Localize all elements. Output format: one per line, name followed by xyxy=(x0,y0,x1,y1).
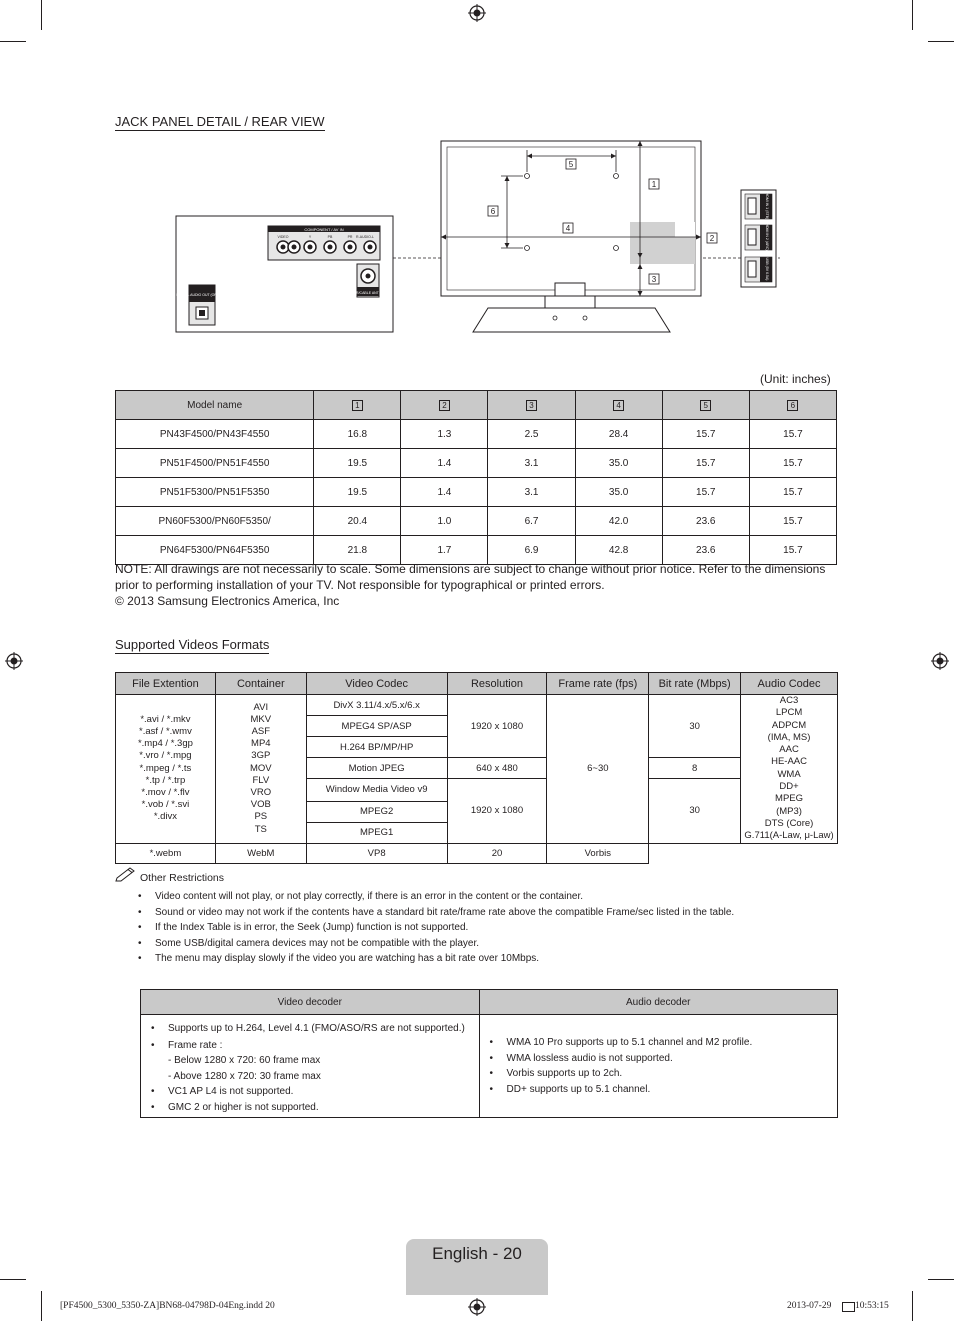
table-header-row xyxy=(116,391,837,420)
codec-cell: H.264 BP/MP/HP xyxy=(306,737,447,758)
table-cell: 20.4 xyxy=(314,507,401,536)
dimensions-table xyxy=(115,390,837,565)
table-cell: PN51F5300/PN51F5350 xyxy=(116,478,314,507)
extension-item: *.mov / *.flv xyxy=(141,787,190,799)
audio-codec-item: HE-AAC xyxy=(771,756,807,768)
codec-cell: VP8 xyxy=(306,843,447,863)
list-item: • VC1 AP L4 is not supported. xyxy=(147,1084,478,1100)
resolution-cell: 640 x 480 xyxy=(447,758,547,779)
video-formats-title: Supported Videos Formats xyxy=(115,637,270,652)
header-cell: Resolution xyxy=(447,673,547,695)
extension-cell: *.webm xyxy=(116,843,216,863)
table-cell: 42.8 xyxy=(575,536,662,565)
audio-codec-item: G.711(A-Law, μ-Law) xyxy=(744,830,834,842)
table-cell: 19.5 xyxy=(314,449,401,478)
header-marker: 2 xyxy=(439,400,450,411)
container-item: ASF xyxy=(251,726,271,738)
audio-codec-item: LPCM xyxy=(775,707,803,719)
table-cell: 6.7 xyxy=(488,507,575,536)
list-item: • Video content will not play, or not play correctly, if there is an error in the content or the container. xyxy=(134,889,854,905)
audio-codec-item: DD+ xyxy=(779,781,799,793)
crop-mark xyxy=(41,0,42,30)
extension-item: *.divx xyxy=(153,811,178,823)
crop-mark xyxy=(928,41,954,42)
header-cell: File Extention xyxy=(116,673,216,695)
table-cell: 23.6 xyxy=(662,536,749,565)
note-pencil-icon xyxy=(115,866,137,882)
footer-time: 10:53:15 xyxy=(855,1301,889,1311)
resolution-cell: 1920 x 1080 xyxy=(447,695,547,758)
container-item: MKV xyxy=(250,713,272,725)
audio-codecs-cell xyxy=(741,695,838,844)
bit-rate-cell: 8 xyxy=(649,758,741,779)
bit-rate-cell: 20 xyxy=(447,843,547,863)
extension-item: *.avi / *.mkv xyxy=(140,713,191,725)
audio-codec-cell: Vorbis xyxy=(547,843,649,863)
table-cell: PN43F4500/PN43F4550 xyxy=(116,420,314,449)
header-marker: 5 xyxy=(700,400,711,411)
container-item: AVI xyxy=(253,701,269,713)
header-marker: 6 xyxy=(787,400,798,411)
frame-rate-cell: 6~30 xyxy=(547,695,649,844)
frame-rate-label: • Frame rate : xyxy=(168,1039,223,1051)
extension-item: *.vob / *.svi xyxy=(141,799,190,811)
port-label: R-AUDIO-L xyxy=(356,235,374,239)
table-cell: 35.0 xyxy=(575,478,662,507)
crop-mark xyxy=(0,1279,26,1280)
table-header-row xyxy=(116,673,838,695)
video-decoder-list xyxy=(142,1021,478,1115)
table-cell: 19.5 xyxy=(314,478,401,507)
decoder-table xyxy=(140,989,838,1118)
list-item: • Supports up to H.264, Level 4.1 (FMO/ASO/RS are not supported.) xyxy=(147,1021,478,1037)
registration-mark-icon xyxy=(5,652,23,670)
ant-in-label: AIR/CABLE ANT IN xyxy=(352,291,384,295)
table-cell: 1.4 xyxy=(401,478,488,507)
container-item: 3GP xyxy=(251,750,271,762)
container-item: VOB xyxy=(250,799,271,811)
table-cell: 2.5 xyxy=(488,420,575,449)
table-cell: 1.7 xyxy=(401,536,488,565)
table-cell: 15.7 xyxy=(749,507,836,536)
registration-mark-icon xyxy=(931,652,949,670)
table-row xyxy=(116,420,837,449)
dim-marker-2: 2 xyxy=(709,234,715,243)
codec-cell: Window Media Video v9 xyxy=(306,779,447,802)
extension-item: *.asf / *.wmv xyxy=(139,726,192,738)
crop-mark xyxy=(41,1291,42,1321)
restrictions-title: Other Restrictions xyxy=(140,872,225,884)
resolution-cell: 1920 x 1080 xyxy=(447,779,547,844)
extensions-cell xyxy=(116,695,216,844)
list-item: • If the Index Table is in error, the Seek (Jump) function is not supported. xyxy=(134,920,854,936)
codec-cell: MPEG4 SP/ASP xyxy=(306,716,447,737)
codec-cell: MPEG1 xyxy=(306,822,447,843)
audio-codec-item: (MP3) xyxy=(776,805,802,817)
table-row xyxy=(116,449,837,478)
extension-item: *.mp4 / *.3gp xyxy=(137,738,193,750)
list-item: • Vorbis supports up to 2ch. xyxy=(486,1066,836,1082)
jack-panel-title: JACK PANEL DETAIL / REAR VIEW xyxy=(115,114,325,129)
list-item: • DD+ supports up to 5.1 channel. xyxy=(486,1082,836,1098)
page-label: English - 20 xyxy=(432,1244,522,1263)
table-cell: 6.9 xyxy=(488,536,575,565)
table-cell: 15.7 xyxy=(662,420,749,449)
frame-rate-detail: - Below 1280 x 720: 60 frame max xyxy=(168,1055,321,1066)
table-cell: 15.7 xyxy=(749,420,836,449)
unit-label: (Unit: inches) xyxy=(760,372,831,386)
container-item: TS xyxy=(254,823,267,835)
dim-marker-5: 5 xyxy=(568,160,574,169)
jack-panel-diagram xyxy=(170,138,790,338)
table-cell: 1.3 xyxy=(401,420,488,449)
list-item: • Some USB/digital camera devices may not be compatible with the player. xyxy=(134,936,854,952)
table-cell: 3.1 xyxy=(488,449,575,478)
audio-codec-item: MPEG xyxy=(775,793,804,805)
table-row xyxy=(116,843,838,863)
table-cell: 3.1 xyxy=(488,478,575,507)
header-cell: Frame rate (fps) xyxy=(547,673,649,695)
registration-mark-icon xyxy=(468,1298,486,1316)
table-cell: PN51F4500/PN51F4550 xyxy=(116,449,314,478)
table-row xyxy=(116,478,837,507)
container-item: MP4 xyxy=(251,738,271,750)
footer-file: [PF4500_5300_5350-ZA]BN68-04798D-04Eng.indd 20 xyxy=(60,1301,275,1311)
table-header-row xyxy=(141,990,838,1015)
table-cell: 16.8 xyxy=(314,420,401,449)
audio-decoder-cell xyxy=(479,1015,837,1118)
containers-cell xyxy=(215,695,306,844)
header-cell: Video Codec xyxy=(306,673,447,695)
header-marker: 1 xyxy=(352,400,363,411)
restrictions-list xyxy=(134,889,854,967)
table-cell: 1.0 xyxy=(401,507,488,536)
video-formats-table xyxy=(115,672,838,864)
table-cell: 21.8 xyxy=(314,536,401,565)
list-item: • The menu may display slowly if the video you are watching has a bit rate over 10Mbps. xyxy=(134,951,854,967)
table-cell: 15.7 xyxy=(749,449,836,478)
dim-marker-3: 3 xyxy=(651,275,657,284)
table-cell: 1.4 xyxy=(401,449,488,478)
audio-codec-item: WMA xyxy=(777,768,801,780)
list-item: • WMA lossless audio is not supported. xyxy=(486,1051,836,1067)
side-port-label: USB (5V 0.5A) xyxy=(765,257,769,281)
table-cell: 28.4 xyxy=(575,420,662,449)
crop-mark xyxy=(928,1279,954,1280)
codec-cell: Motion JPEG xyxy=(306,758,447,779)
list-item: • GMC 2 or higher is not supported. xyxy=(147,1100,478,1116)
table-cell: PN64F5300/PN64F5350 xyxy=(116,536,314,565)
audio-codec-item: AC3 xyxy=(779,695,799,706)
crop-mark xyxy=(0,41,26,42)
footer-date: 2013-07-29 xyxy=(787,1301,832,1311)
container-cell: WebM xyxy=(215,843,306,863)
crop-mark xyxy=(912,1291,913,1321)
extension-item: *.tp / *.trp xyxy=(145,774,186,786)
header-cell: Bit rate (Mbps) xyxy=(649,673,741,695)
digital-audio-label: DIGITAL AUDIO OUT (OPTICAL) xyxy=(176,293,228,297)
table-cell: PN60F5300/PN60F5350/ xyxy=(116,507,314,536)
port-label: Y xyxy=(308,235,312,239)
component-label: COMPONENT / AV IN xyxy=(304,227,344,232)
side-port-label: HDMI IN 1 (STB) xyxy=(765,192,769,220)
codec-cell: DivX 3.11/4.x/5.x/6.x xyxy=(306,695,447,716)
table-row xyxy=(141,1015,838,1118)
container-item: VRO xyxy=(250,787,272,799)
crop-mark xyxy=(912,0,913,30)
table-cell: 15.7 xyxy=(749,478,836,507)
header-cell: Audio Codec xyxy=(741,673,838,695)
port-label: PB xyxy=(327,235,333,239)
dim-marker-1: 1 xyxy=(651,180,657,189)
codec-cell: MPEG2 xyxy=(306,801,447,822)
header-marker: 4 xyxy=(613,400,624,411)
table-cell: 15.7 xyxy=(749,536,836,565)
table-cell: 42.0 xyxy=(575,507,662,536)
port-label: PR xyxy=(347,235,353,239)
table-cell: 35.0 xyxy=(575,449,662,478)
registration-mark-icon xyxy=(468,4,486,22)
copyright-text: © 2013 Samsung Electronics America, Inc xyxy=(115,594,340,608)
video-decoder-cell xyxy=(141,1015,480,1118)
audio-codec-item: DTS (Core) xyxy=(764,817,814,829)
container-item: PS xyxy=(254,811,268,823)
header-cell: Container xyxy=(215,673,306,695)
table-cell: 23.6 xyxy=(662,507,749,536)
container-item: MOV xyxy=(249,762,272,774)
dim-marker-4: 4 xyxy=(565,224,571,233)
footer-glyph-icon xyxy=(842,1302,855,1312)
header-cell: Model name xyxy=(116,391,314,420)
audio-decoder-list xyxy=(481,1035,836,1097)
container-item: FLV xyxy=(252,774,270,786)
header-marker: 3 xyxy=(526,400,537,411)
list-item: • Sound or video may not work if the contents have a standard bit rate/frame rate above the compatible Frame/sec listed in the table. xyxy=(134,905,854,921)
table-cell: 15.7 xyxy=(662,478,749,507)
side-port-label: HDMI IN 2 (ARC) xyxy=(765,223,769,251)
dimensions-note: NOTE: All drawings are not necessarily to scale. Some dimensions are subject to change without prior notice. Refer to the dimensions prior to performing installation of your TV. Not responsible for typographical or printed errors. xyxy=(115,562,826,592)
audio-codec-item: AAC xyxy=(779,744,799,756)
audio-codec-item: ADPCM xyxy=(771,719,807,731)
extension-item: *.vro / *.mpg xyxy=(139,750,192,762)
audio-codec-item: (IMA, MS) xyxy=(767,731,811,743)
header-cell: Video decoder xyxy=(141,990,480,1015)
list-item xyxy=(147,1037,478,1085)
bit-rate-cell: 30 xyxy=(649,779,741,844)
port-label: VIDEO xyxy=(277,235,289,239)
list-item: • WMA 10 Pro supports up to 5.1 channel and M2 profile. xyxy=(486,1035,836,1051)
extension-item: *.mpeg / *.ts xyxy=(139,762,192,774)
table-row xyxy=(116,695,838,716)
bit-rate-cell: 30 xyxy=(649,695,741,758)
table-cell: 15.7 xyxy=(662,449,749,478)
header-cell: Audio decoder xyxy=(479,990,837,1015)
table-row xyxy=(116,507,837,536)
dim-marker-6: 6 xyxy=(490,207,496,216)
page-label-tab xyxy=(406,1239,548,1295)
frame-rate-detail: - Above 1280 x 720: 30 frame max xyxy=(168,1070,321,1082)
